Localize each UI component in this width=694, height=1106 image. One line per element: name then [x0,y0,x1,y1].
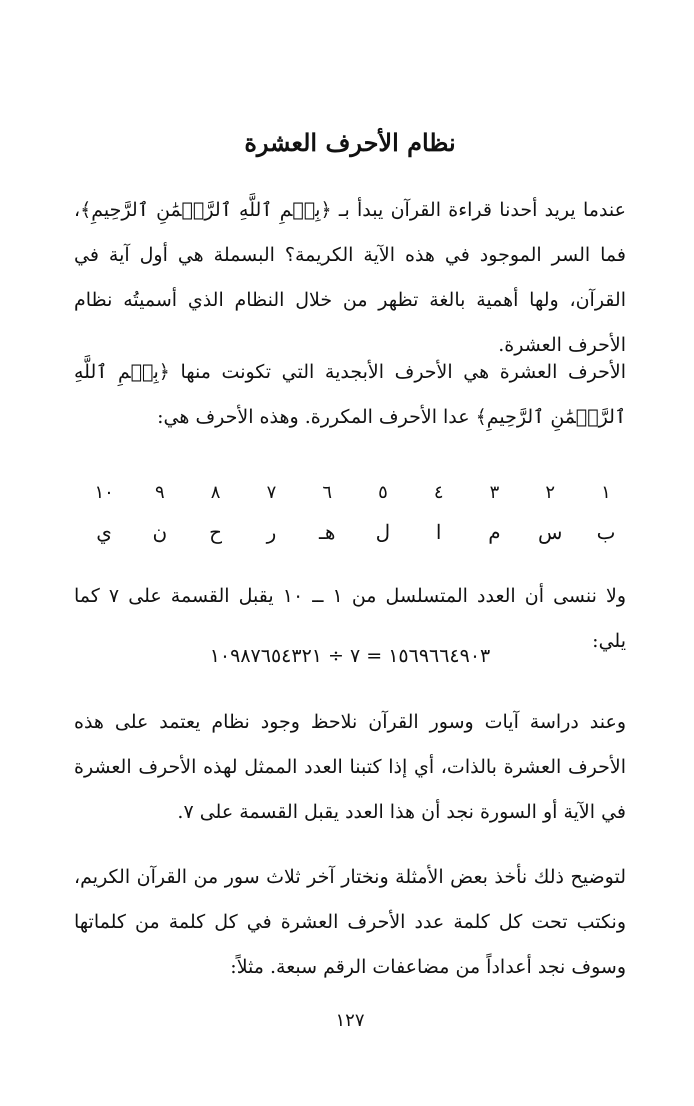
letter-char: ا [435,520,442,544]
paragraph-letters-definition: الأحرف العشرة هي الأحرف الأبجدية التي تكونت منها ﴿بِسۡمِ ٱللَّهِ ٱلرَّحۡمَٰنِ ٱلرَّحِيمِ﴾ عدا الأحرف المكررة. وهذه الأحرف هي: [74,361,626,428]
letter-char: ح [209,520,223,544]
letters-table-numbers-row [84,478,626,508]
page-title: نظام الأحرف العشرة [244,128,456,157]
letter-number: ٦ [322,482,332,503]
paragraph-sequence-note: ولا ننسى أن العدد المتسلسل من ١ ــ ١٠ يقبل القسمة على ٧ كما يلي: [74,585,626,652]
paragraph-intro: عندما يريد أحدنا قراءة القرآن يبدأ بـ ﴿بِسۡمِ ٱللَّهِ ٱلرَّحۡمَٰنِ ٱلرَّحِيمِ﴾، فما السر الموجود في هذه الآية الكريمة؟ البسملة هي أول آية في القرآن، ولها أهمية بالغة تظهر من خلال النظام الذي أسميتُه نظام الأحرف العشرة. [74,199,626,356]
letter-char: ر [266,520,277,544]
letter-number: ٢ [545,482,556,503]
letter-char: هـ [318,520,336,544]
page-number: ١٢٧ [335,1010,365,1031]
letter-number: ٧ [266,482,277,503]
letter-char: ب [596,520,616,544]
paragraph-examples-intro: لتوضيح ذلك نأخذ بعض الأمثلة ونختار آخر ثلاث سور من القرآن الكريم، ونكتب تحت كل كلمة عدد الأحرف العشرة في كل كلمة من كلماتها وسوف نجد أعداداً من مضاعفات الرقم سبعة. مثلاً: [74,866,626,978]
letter-char: ي [96,520,112,544]
letters-table-letters-row [84,512,626,552]
letter-number: ١ [601,482,611,503]
letter-char: ن [152,520,168,544]
letter-number: ٩ [155,482,165,503]
letter-char: ل [375,520,391,544]
letter-number: ٨ [210,482,221,503]
letter-char: م [488,520,501,544]
letter-number: ٥ [378,482,388,503]
letter-char: س [538,520,563,544]
letter-number: ٤ [433,482,444,503]
letters-table [84,478,626,552]
division-equation: ١٥٦٩٦٦٤٩٠٣ = ٧ ÷ ١٠٩٨٧٦٥٤٣٢١ [209,645,491,667]
letter-number: ٣ [489,482,500,503]
paragraph-system-description: وعند دراسة آيات وسور القرآن نلاحظ وجود نظام يعتمد على هذه الأحرف العشرة بالذات، أي إذا كتبنا العدد الممثل لهذه الأحرف العشرة في الآية أو السورة نجد أن هذا العدد يقبل القسمة على ٧. [74,711,626,823]
letter-number: ١٠ [94,482,114,503]
book-page [74,0,626,1106]
